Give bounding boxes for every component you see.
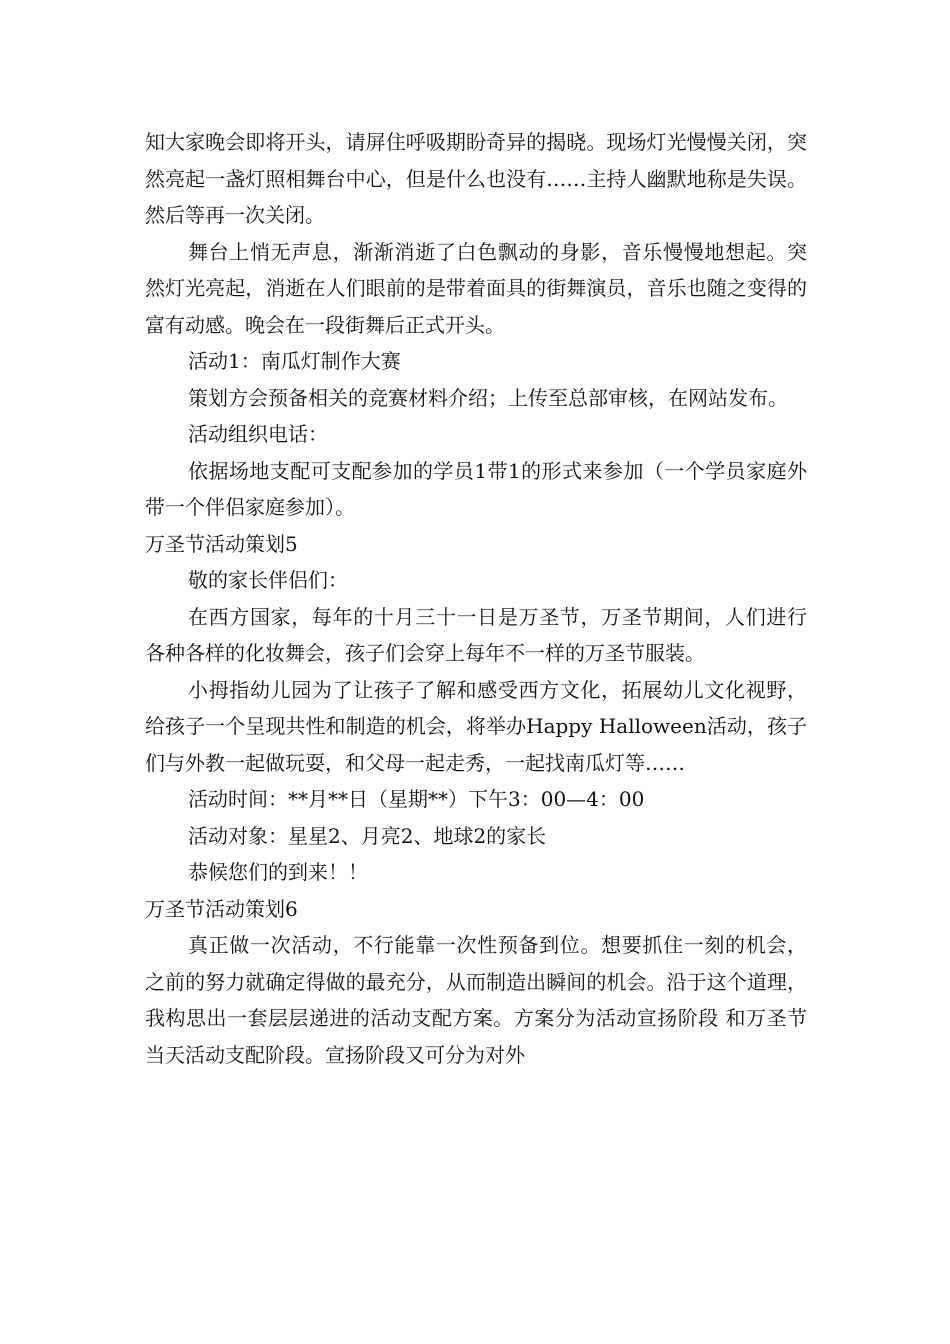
section-heading: 万圣节活动策划6: [145, 896, 298, 921]
paragraph: 依据场地支配可支配参加的学员1带1的形式来参加（一个学员家庭外带一个伴侣家庭参加）。: [145, 458, 807, 519]
paragraph: 活动时间：**月**日（星期**）下午3：00—4：00: [188, 787, 645, 811]
paragraph: 知大家晚会即将开头，请屏住呼吸期盼奇异的揭晓。现场灯光慢慢关闭，突然亮起一盏灯照相舞台中心，但是什么也没有……主持人幽默地称是失误。然后等再一次关闭。: [145, 130, 807, 227]
paragraph: 在西方国家，每年的十月三十一日是万圣节，万圣节期间，人们进行各种各样的化妆舞会，孩子们会穿上每年不一样的万圣节服装。: [145, 604, 807, 665]
paragraph: 活动组织电话：: [188, 422, 328, 446]
document-body: [145, 124, 807, 1073]
paragraph: 活动对象：星星2、月亮2、地球2的家长: [188, 823, 547, 848]
paragraph: 敬的家长伴侣们：: [188, 568, 348, 592]
paragraph: 真正做一次活动，不行能靠一次性预备到位。想要抓住一刻的机会，之前的努力就确定得做的最充分，从而制造出瞬间的机会。沿于这个道理，我构思出一套层层递进的活动支配方案。方案分为活动宣扬阶段 和万圣节当天活动支配阶段。宣扬阶段又可分为对外: [145, 933, 807, 1067]
paragraph: 活动1：南瓜灯制作大赛: [188, 349, 401, 373]
paragraph: 策划方会预备相关的竞赛材料介绍；上传至总部审核，在网站发布。: [188, 385, 788, 410]
paragraph: 小拇指幼儿园为了让孩子了解和感受西方文化，拓展幼儿文化视野，给孩子一个呈现共性和制造的机会，将举办Happy Halloween活动，孩子们与外教一起做玩耍，和父母一起走秀，一起找南瓜灯等……: [145, 677, 807, 775]
section-heading: 万圣节活动策划5: [145, 531, 298, 556]
paragraph: 恭候您们的到来！！: [188, 860, 368, 884]
paragraph: 舞台上悄无声息，渐渐消逝了白色飘动的身影，音乐慢慢地想起。突然灯光亮起，消逝在人们眼前的是带着面具的街舞演员，音乐也随之变得的富有动感。晚会在一段街舞后正式开头。: [145, 239, 807, 337]
